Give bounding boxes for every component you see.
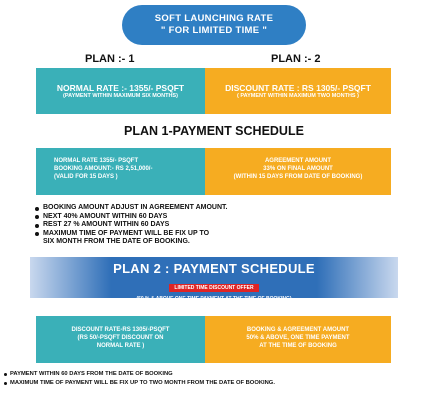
plan1-bullet-2: NEXT 40% AMOUNT WITHIN 60 DAYS bbox=[34, 213, 414, 222]
limited-time-badge: LIMITED TIME DISCOUNT OFFER bbox=[169, 284, 258, 292]
plan2-label: PLAN :- 2 bbox=[271, 53, 321, 65]
plan1-schedule-left-box bbox=[36, 148, 205, 195]
plan1-label: PLAN :- 1 bbox=[85, 53, 135, 65]
plan2-schedule-right-box bbox=[205, 316, 391, 363]
plan2-rate-box bbox=[205, 68, 391, 114]
header-title-line2: " FOR LIMITED TIME " bbox=[160, 25, 268, 36]
plan2-one-time-payment: 50% & ABOVE, ONE TIME PAYMENT bbox=[246, 335, 350, 341]
plan1-bullet-3: REST 27 % AMOUNT WITHIN 60 DAYS bbox=[34, 221, 414, 230]
plan2-schedule-subtitle: (50 % & ABOVE ONE TIME PAYMENT AT THE TIME OF BOOKING) bbox=[136, 296, 292, 302]
plan2-booking-agreement: BOOKING & AGREEMENT AMOUNT bbox=[246, 327, 350, 333]
plan2-rate-sub: ( PAYMENT WITHIN MAXIMUM TWO MONTHS ) bbox=[237, 93, 359, 99]
plan1-bullet-4: MAXIMUM TIME OF PAYMENT WILL BE FIX UP TO bbox=[34, 230, 414, 239]
plan1-bullet-4-continuation: SIX MONTH FROM THE DATE OF BOOKING. bbox=[43, 238, 190, 245]
header-title-pill bbox=[122, 5, 306, 45]
plan1-bullet-1: BOOKING AMOUNT ADJUST IN AGREEMENT AMOUNT. bbox=[34, 204, 414, 213]
plan1-schedule-title: PLAN 1-PAYMENT SCHEDULE bbox=[124, 124, 304, 138]
plan1-agreement-amount: AGREEMENT AMOUNT bbox=[264, 158, 332, 164]
plan2-discount-rate: DISCOUNT RATE-RS 1305/-PSQFT bbox=[71, 327, 170, 333]
plan1-normal-rate: NORMAL RATE 1355/- PSQFT bbox=[54, 158, 139, 164]
plan1-booking-amount: BOOKING AMOUNT:- RS 2,51,000/- bbox=[54, 166, 153, 172]
plan2-discount-note: (RS 50/-PSQFT DISCOUNT ON bbox=[77, 335, 164, 341]
plan2-schedule-left-box bbox=[36, 316, 205, 363]
plan1-agreement-percent: 33% ON FINAL AMOUNT bbox=[263, 166, 333, 172]
plan1-agreement-deadline: (WITHIN 15 DAYS FROM DATE OF BOOKING) bbox=[233, 174, 363, 180]
plan1-rate-main: NORMAL RATE :- 1355/- PSQFT bbox=[56, 83, 185, 93]
plan2-bullet-2: MAXIMUM TIME OF PAYMENT WILL BE FIX UP TO TWO MONTH FROM THE DATE OF BOOKING. bbox=[4, 379, 424, 388]
plan1-bullet-list bbox=[34, 204, 414, 247]
plan2-schedule-banner bbox=[30, 257, 398, 302]
plan2-payment-time: AT THE TIME OF BOOKING bbox=[259, 343, 337, 349]
header-title-line1: SOFT LAUNCHING RATE bbox=[154, 13, 274, 24]
plan2-bullet-list bbox=[4, 370, 424, 388]
plan2-bullet-1: PAYMENT WITHIN 60 DAYS FROM THE DATE OF BOOKING bbox=[4, 370, 424, 379]
plan2-discount-note-end: NORMAL RATE ) bbox=[96, 343, 145, 349]
plan2-schedule-title: PLAN 2 : PAYMENT SCHEDULE bbox=[113, 261, 315, 276]
plan1-rate-sub: (PAYMENT WITHIN MAXIMUM SIX MONTHS) bbox=[63, 93, 178, 99]
plan2-rate-main: DISCOUNT RATE : RS 1305/- PSQFT bbox=[225, 83, 371, 93]
plan1-schedule-right-box bbox=[205, 148, 391, 195]
plan1-validity: (VALID FOR 15 DAYS ) bbox=[54, 174, 118, 180]
plan1-rate-box bbox=[36, 68, 205, 114]
